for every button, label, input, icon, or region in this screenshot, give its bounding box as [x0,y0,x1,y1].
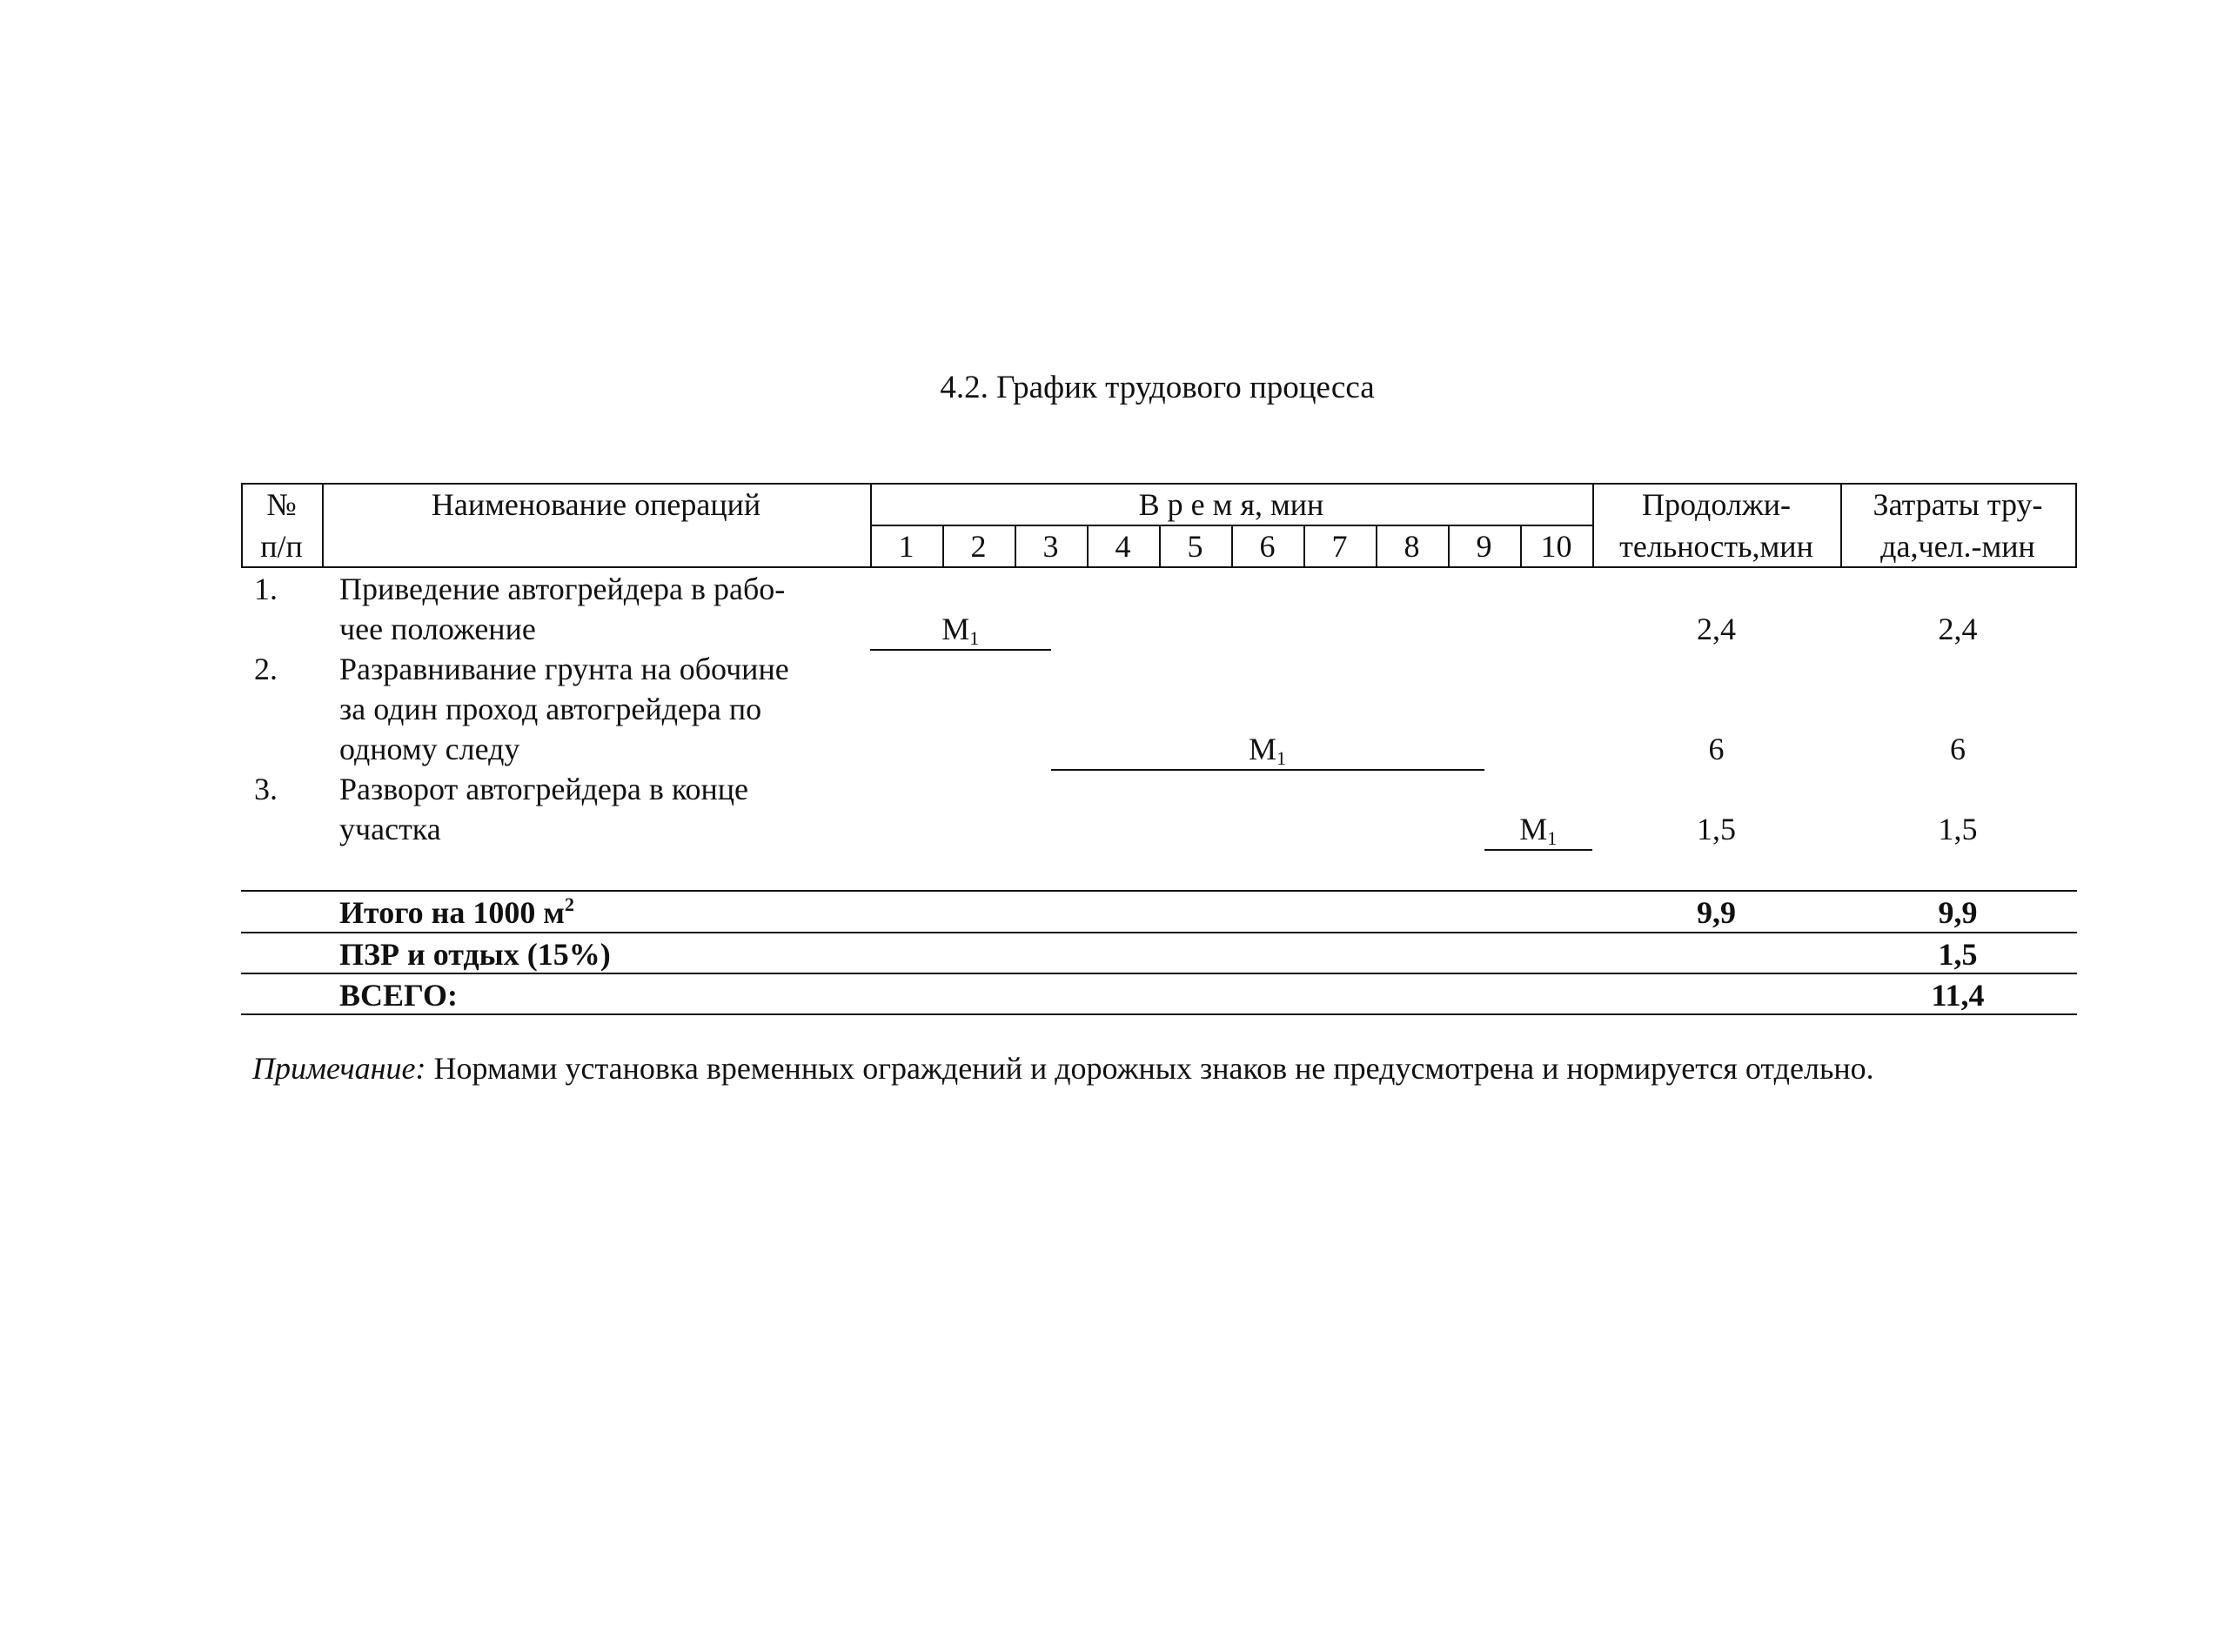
row-3-op-line-1: Разворот автогрейдера в конце [339,772,749,806]
header-num-top: № [266,487,297,522]
time-tick-label: 2 [970,529,987,564]
header-operation: Наименование операций [431,487,761,522]
time-tick-label: 4 [1115,529,1131,564]
grand-total-labor: 11,4 [1931,978,1985,1013]
row-1-op-line-2: чее положение [339,612,536,646]
time-tick-label: 10 [1540,529,1572,564]
header-duration-bottom: тельность,мин [1619,529,1813,564]
header-labor-top: Затраты тру- [1873,487,2043,522]
header-right-border [2075,483,2077,568]
time-tick-label: 3 [1042,529,1059,564]
row-1-op-line-1: Приведение автогрейдера в рабо- [339,572,786,606]
row-1-duration: 2,4 [1697,612,1736,646]
total-duration: 9,9 [1697,895,1736,930]
row-3-labor: 1,5 [1938,812,1978,846]
time-tick-label: 7 [1331,529,1348,564]
header-num-bottom: п/п [260,529,303,564]
row-2-op-line-1: Разравнивание грунта на обочине [339,652,789,686]
footnote-text: Нормами установка временных ограждений и дорожных знаков не предусмотрена и нормируется отдельно. [425,1051,1874,1086]
time-tick-label: 1 [898,529,915,564]
row-3-num: 3. [254,772,278,806]
row-3-op-line-2: участка [339,812,441,846]
time-tick-label: 6 [1259,529,1276,564]
footnote-label: Примечание: [252,1051,426,1086]
row-2-op-line-3: одному следу [339,732,520,766]
total-label: Итого на 1000 $м^2$ [339,893,574,930]
prep-rest-labor: 1,5 [1938,937,1978,972]
row-2-worker-label: $М_1$ [1248,732,1286,769]
row-2-duration: 6 [1708,732,1725,766]
prep-rest-label: ПЗР и отдых (15%) [339,937,611,972]
grand-total-label: ВСЕГО: [339,978,459,1013]
time-tick-label: 5 [1187,529,1203,564]
row-1-labor: 2,4 [1938,612,1978,646]
total-labor: 9,9 [1938,895,1978,930]
row-3-duration: 1,5 [1697,812,1736,846]
time-tick-label: 8 [1404,529,1420,564]
row-3-worker-label: $М_1$ [1519,812,1558,849]
row-2-labor: 6 [1950,732,1966,766]
header-top-border [241,483,2077,485]
header-time: В р е м я, мин [1138,487,1324,522]
totals-line-2 [241,973,2077,974]
header-labor-bottom: да,чел.-мин [1880,529,2035,564]
row-2-op-line-2: за один проход автогрейдера по [339,692,762,726]
time-tick-label: 9 [1476,529,1492,564]
row-1-num: 1. [254,572,278,606]
row-2-num: 2. [254,652,278,686]
page-title: 4.2. График трудового процесса [940,370,1375,405]
row-1-worker-label: $М_1$ [941,612,980,649]
totals-top-line [241,890,2077,892]
totals-bottom-line [241,1013,2077,1015]
header-duration-top: Продолжи- [1642,487,1791,522]
totals-line-1 [241,932,2077,933]
footnote [252,1048,1874,1088]
